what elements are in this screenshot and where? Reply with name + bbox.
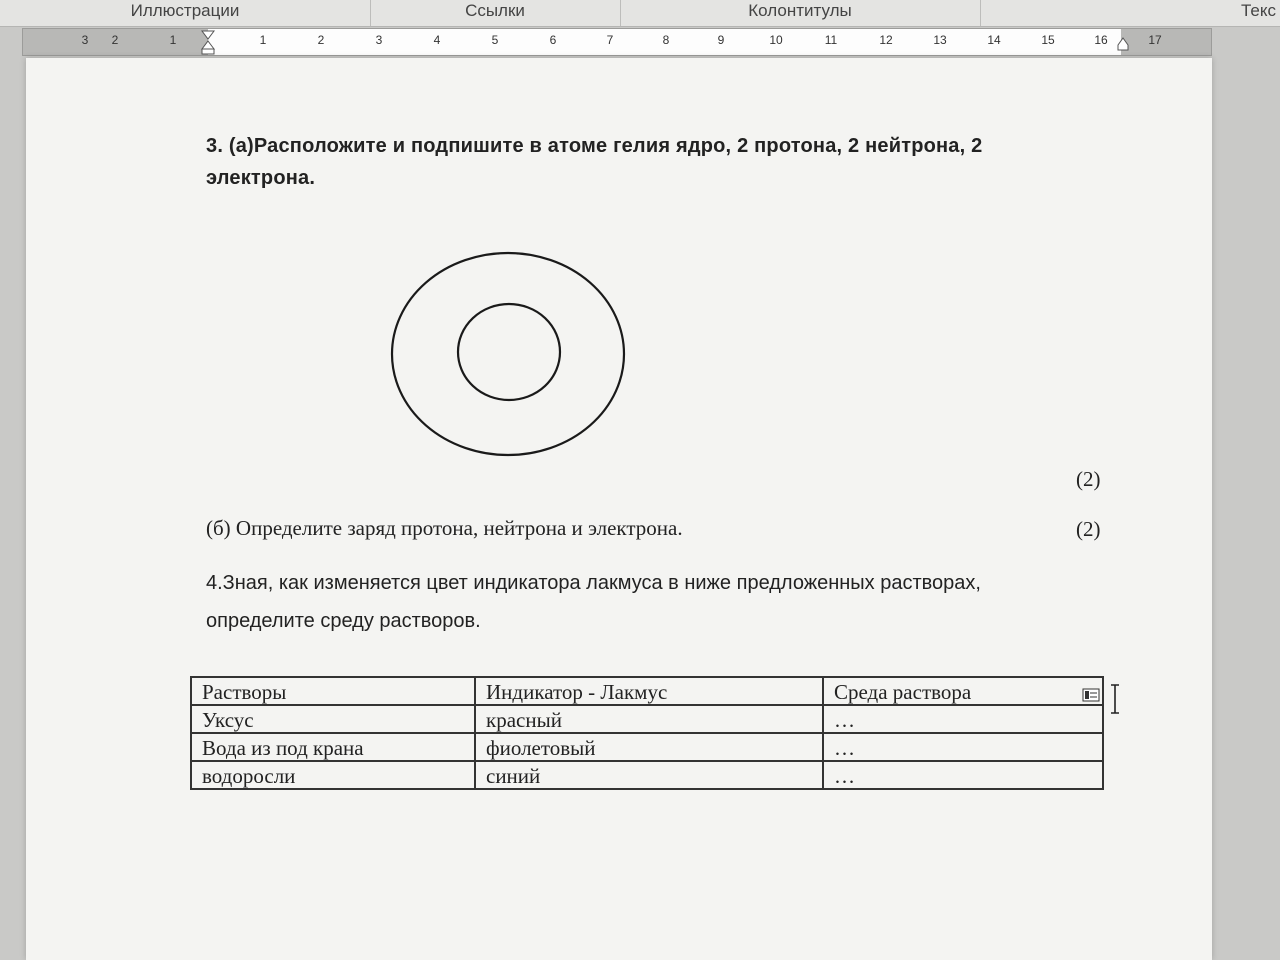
table-row <box>191 733 1103 761</box>
ruler-label: 15 <box>1041 33 1055 47</box>
ruler-label: 13 <box>933 33 947 47</box>
atom-diagram <box>388 248 628 460</box>
table-cell[interactable]: Уксус <box>191 705 475 733</box>
table-header-cell[interactable]: Среда раствора <box>823 677 1103 705</box>
ribbon-group-references[interactable]: Ссылки <box>370 0 621 26</box>
score-b: (2) <box>1076 517 1101 541</box>
electron-orbit <box>392 253 624 455</box>
question-3b-text: (б) Определите заряд протона, нейтрона и электрона. <box>206 516 683 540</box>
ruler-label: 2 <box>111 33 119 47</box>
ruler-label: 3 <box>81 33 89 47</box>
question-4-text: 4.Зная, как изменяется цвет индикатора лакмуса в ниже предложенных растворах, определите среду растворов. <box>206 572 981 632</box>
document-page[interactable] <box>26 58 1212 960</box>
ribbon-group-headers-footers[interactable]: Колонтитулы <box>620 0 981 26</box>
ruler-label: 1 <box>169 33 177 47</box>
table-cell[interactable]: Вода из под крана <box>191 733 475 761</box>
solutions-table[interactable] <box>190 676 1104 790</box>
table-header-row <box>191 677 1103 705</box>
ribbon-group-text[interactable]: Текс <box>1240 1 1276 20</box>
ribbon-group-illustrations[interactable]: Иллюстрации <box>0 0 371 26</box>
table-cell[interactable]: водоросли <box>191 761 475 789</box>
horizontal-ruler[interactable] <box>22 28 1212 56</box>
ruler-label: 5 <box>491 33 499 47</box>
ruler-label: 10 <box>769 33 783 47</box>
table-header-cell[interactable]: Индикатор - Лакмус <box>475 677 823 705</box>
ruler-label: 4 <box>433 33 441 47</box>
ruler-label: 17 <box>1148 33 1162 47</box>
ruler-label: 8 <box>662 33 670 47</box>
ruler-label: 1 <box>259 33 267 47</box>
ribbon <box>0 0 1280 27</box>
table-row <box>191 761 1103 789</box>
ruler-label: 9 <box>717 33 725 47</box>
nucleus-orbit <box>458 304 560 400</box>
table-cell[interactable]: … <box>823 733 1103 761</box>
ruler-label: 14 <box>987 33 1001 47</box>
score-a: (2) <box>1076 467 1101 491</box>
ruler-label: 12 <box>879 33 893 47</box>
table-cell[interactable]: фиолетовый <box>475 733 823 761</box>
ruler-label: 16 <box>1094 33 1108 47</box>
table-cell[interactable]: синий <box>475 761 823 789</box>
indent-marker-icon[interactable] <box>201 29 215 55</box>
right-indent-marker-icon[interactable] <box>1117 37 1129 51</box>
question-3-text: 3. (а)Расположите и подпишите в атоме гелия ядро, 2 протона, 2 нейтрона, 2 электрона. <box>206 135 983 189</box>
ruler-label: 6 <box>549 33 557 47</box>
ruler-label: 11 <box>824 33 838 47</box>
table-cell[interactable]: красный <box>475 705 823 733</box>
table-cell[interactable]: … <box>823 761 1103 789</box>
table-move-handle-icon[interactable] <box>1082 688 1100 702</box>
table-header-cell[interactable]: Растворы <box>191 677 475 705</box>
ruler-label: 7 <box>606 33 614 47</box>
ruler-label: 3 <box>375 33 383 47</box>
ruler-right-margin <box>1121 29 1211 55</box>
text-cursor-icon <box>1108 684 1122 714</box>
table-cell[interactable]: … <box>823 705 1103 733</box>
ruler-label: 2 <box>317 33 325 47</box>
table-row <box>191 705 1103 733</box>
